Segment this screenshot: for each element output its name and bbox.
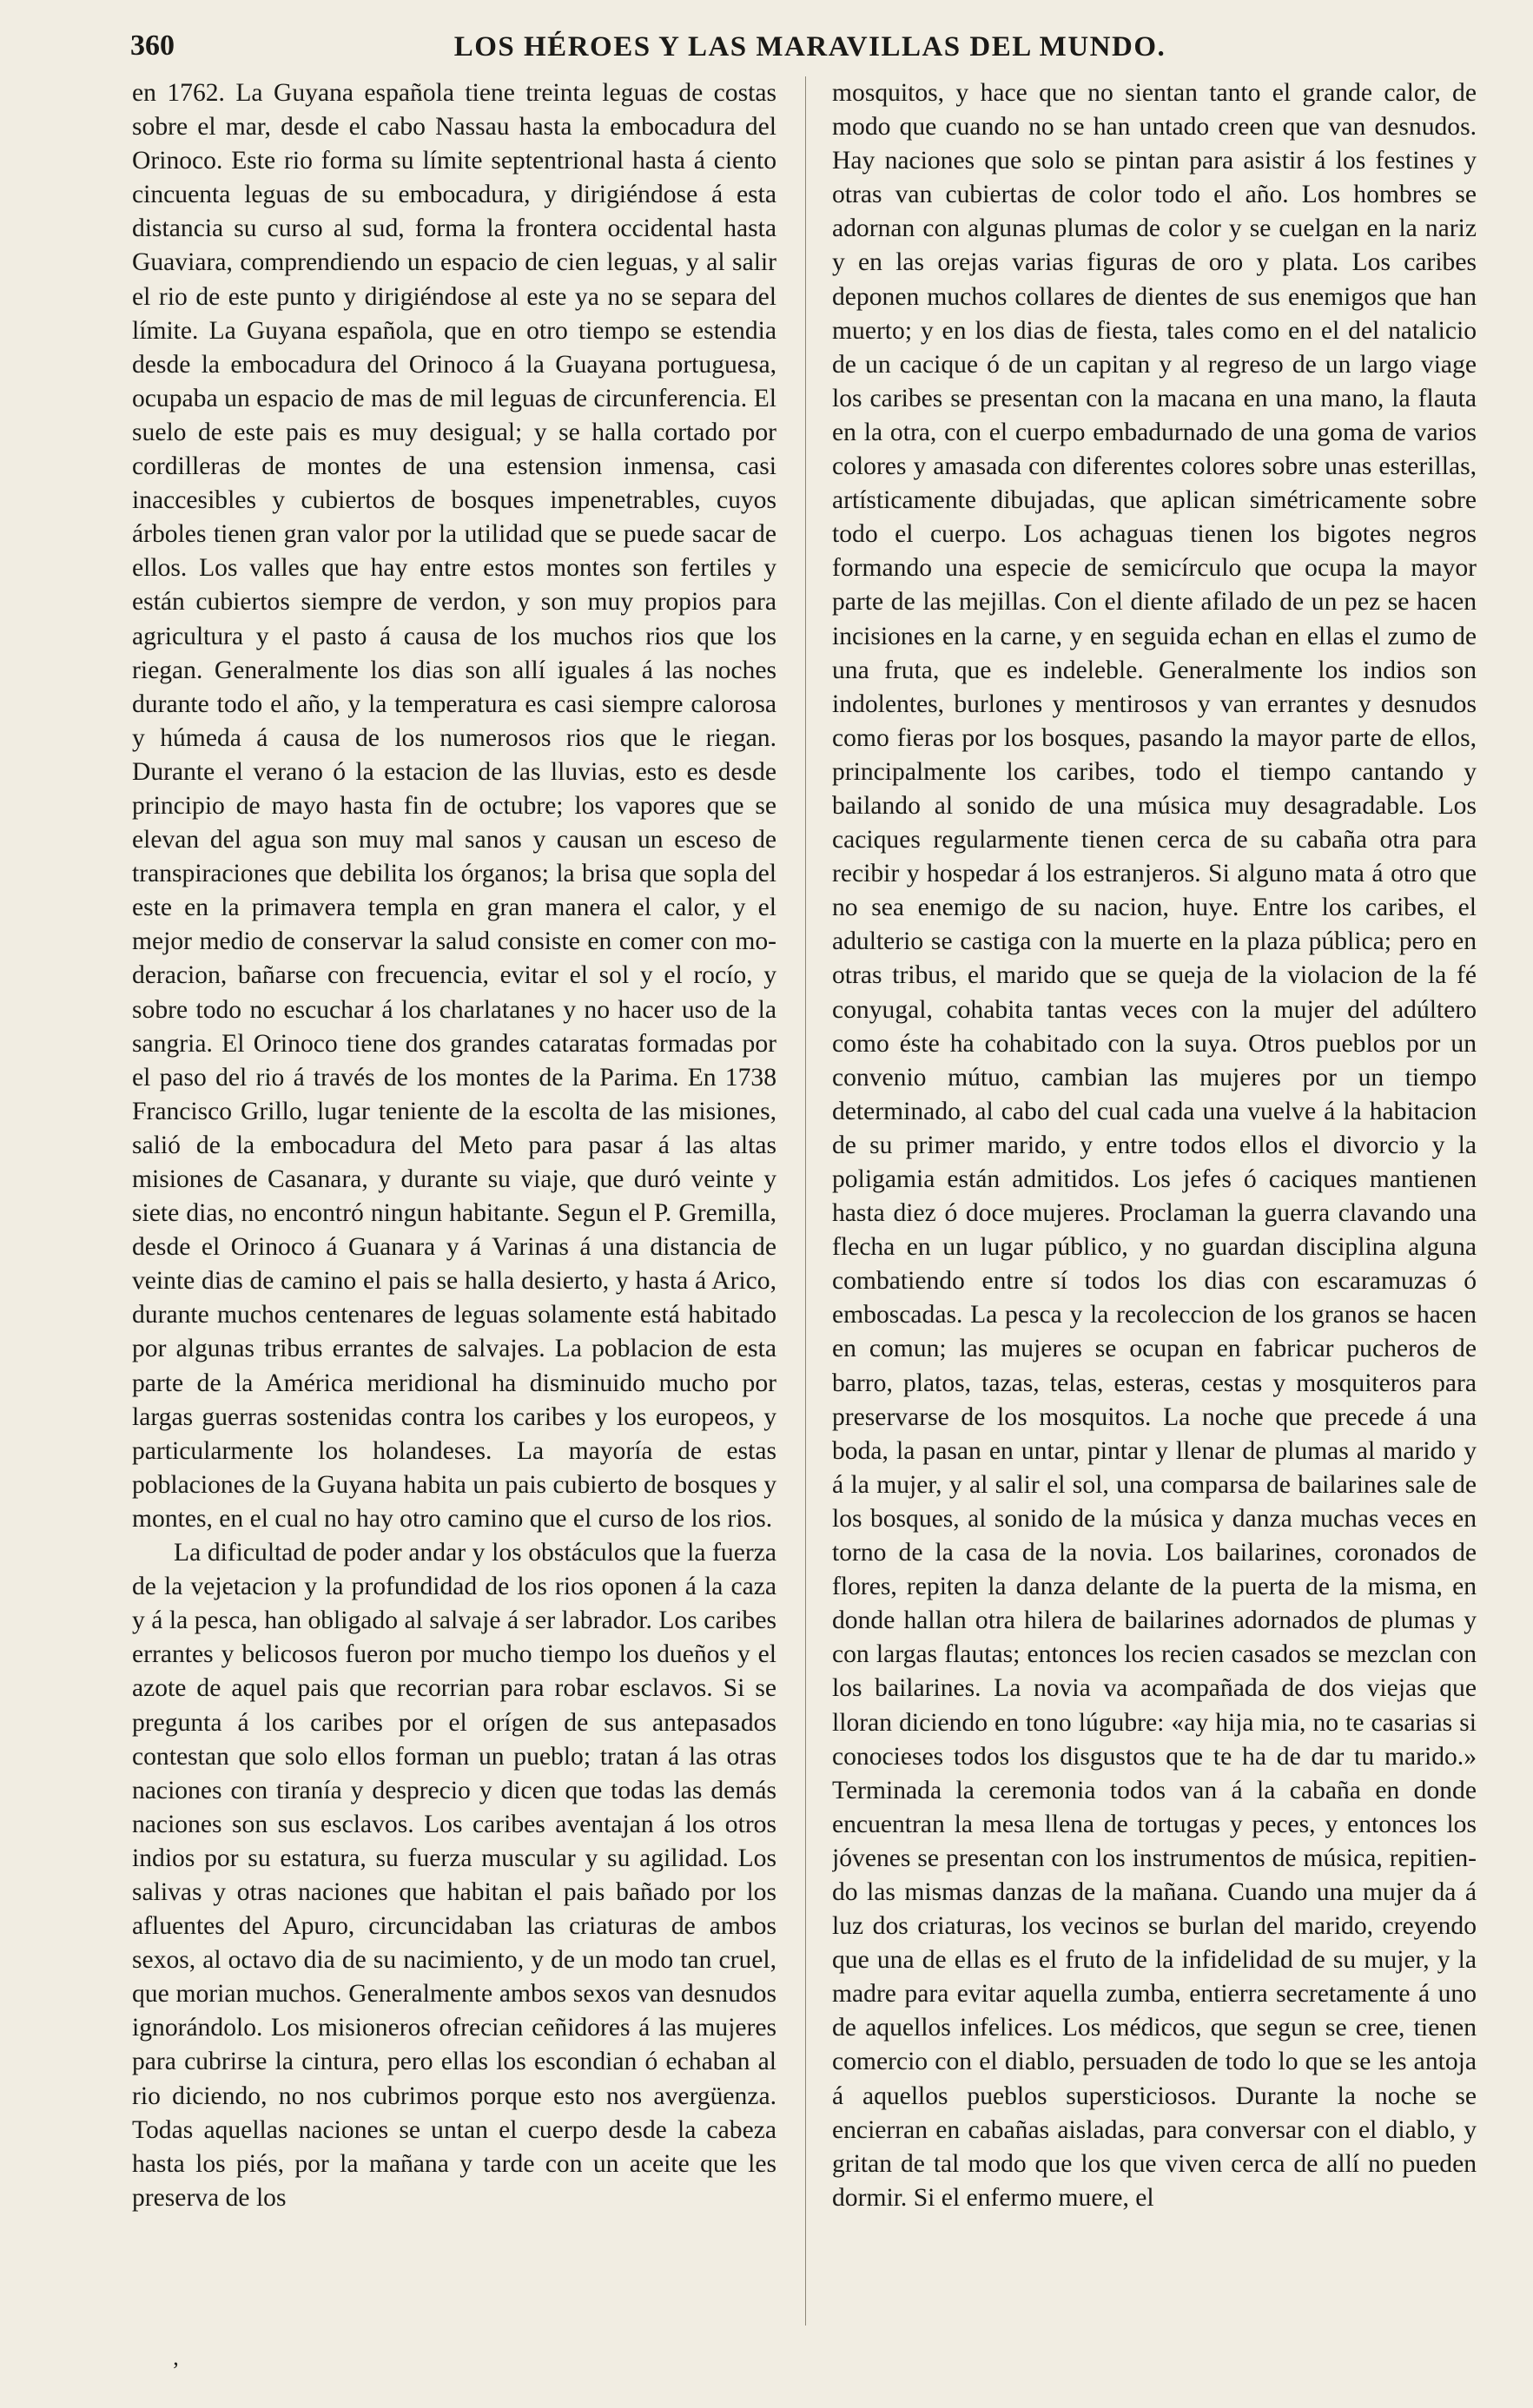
column-divider xyxy=(805,76,806,2326)
left-paragraph-1: en 1762. La Guyana española tiene treinta leguas de costas sobre el mar, desde el cabo Nassau hasta la embocadura del Orinoco. Este rio forma su límite septentrional hasta á ciento cincuenta leguas de su embocadura, y dirigiéndose á esta distancia su curso al sud, forma la frontera occidental hasta Guaviara, comprendiendo un espacio de cien leguas, y al salir el rio de este punto y dirigiéndose al este ya no se separa del límite. La Guyana española, que en otro tiempo se estendia desde la embocadura del Orinoco á la Guayana portuguesa, ocupaba un espacio de mas de mil leguas de circunferencia. El suelo de este pais es muy desigual; y se halla cortado por cordilleras de montes de una estension inmensa, casi inaccesibles y cubiertos de bosques impenetrables, cuyos árboles tienen gran valor por la utilidad que se puede sacar de ellos. Los valles que hay entre estos montes son fertiles y están cubiertos siempre de verdon, y son muy propios para agricultura y el pasto á causa de los muchos rios que los riegan. Generalmente los dias son allí iguales á las noches durante todo el año, y la temperatura es casi siempre calorosa y húmeda á causa de los numerosos rios que le riegan. Durante el verano ó la estacion de las lluvias, esto es desde principio de mayo hasta fin de octubre; los vapores que se elevan del agua son muy mal sanos y causan un esceso de transpiraciones que debilita los órganos; la brisa que sopla del este en la primavera templa en gran manera el calor, y el mejor medio de conservar la salud consiste en comer con moderacion, bañarse con frecuencia, evitar el sol y el rocío, y sobre todo no escuchar á los charlatanes y no hacer uso de la sangria. El Orinoco tiene dos grandes cataratas formadas por el paso del rio á través de los montes de la Parima. En 1738 Francisco Grillo, lugar teniente de la escolta de las misiones, salió de la embocadura del Meto para pasar á las altas misiones de Casanara, y durante su viaje, que duró veinte y siete dias, no encontró ningun habitante. Segun el P. Gremilla, desde el Orinoco á Guanara y á Varinas á una distancia de veinte dias de camino el pais se halla desierto, y hasta á Arico, durante muchos centenares de leguas solamente está habitado por algunas tribus errantes de salvajes. La poblacion de esta parte de la América meridional ha disminuido mucho por largas guerras sostenidas contra los caribes y los europeos, y particularmente los holandeses. La mayoría de estas poblaciones de la Guyana habita un pais cubierto de bosques y montes, en el cual no hay otro camino que el curso de los rios. xyxy=(132,79,776,1533)
right-column xyxy=(832,76,1477,2334)
left-column xyxy=(132,76,776,2334)
right-paragraph-1: mosquitos, y hace que no sientan tanto el grande calor, de modo que cuando no se han untado creen que van desnudos. Hay naciones que solo se pintan para asistir á los festines y otras van cubiertas de color todo el año. Los hombres se adornan con algunas plumas de color y se cuelgan en la nariz y en las orejas varias figuras de oro y plata. Los caribes deponen muchos collares de dientes de sus enemigos que han muerto; y en los dias de fiesta, tales como en el del natalicio de un cacique ó de un capitan y al regreso de un largo viage los caribes se presentan con la macana en una mano, la flauta en la otra, con el cuerpo embadurnado de una goma de varios colores y amasada con diferentes colores sobre unas esterillas, artísticamente dibujadas, que aplican simétricamente sobre todo el cuerpo. Los achaguas tienen los bigotes negros formando una especie de semicírculo que ocupa la mayor parte de las mejillas. Con el diente afilado de un pez se hacen incisiones en la carne, y en seguida echan en ellas el zumo de una fruta, que es indeleble. Generalmente los indios son indolentes, burlones y mentirosos y van errantes y desnudos como fieras por los bosques, pasando la mayor parte de ellos, principalmente los caribes, todo el tiempo cantando y bailando al sonido de una música muy desagradable. Los caciques regularmente tienen cerca de su cabaña otra para recibir y hospedar á los estranjeros. Si alguno mata á otro que no sea enemigo de su nacion, huye. Entre los caribes, el adulterio se castiga con la muerte en la plaza pública; pero en otras tribus, el marido que se queja de la violacion de la fé conyugal, cohabita tantas veces con la mujer del adúltero como éste ha cohabitado con la suya. Otros pueblos por un convenio mútuo, cambian las mujeres por un tiempo determinado, al cabo del cual cada una vuelve á la habitacion de su primer marido, y entre todos ellos el divorcio y la poligamia están admitidos. Los jefes ó caciques mantienen hasta diez ó doce mujeres. Proclaman la guerra clavando una flecha en un lugar público, y no guardan disciplina alguna combatiendo entre sí todos los dias con escaramuzas ó emboscadas. La pesca y la recoleccion de los granos se hacen en comun; las mujeres se ocupan en fabricar pucheros de barro, platos, tazas, telas, esteras, cestas y mosquiteros para preservarse de los mosquitos. La noche que precede á una boda, la pasan en untar, pintar y llenar de plumas al marido y á la mujer, y al salir el sol, una comparsa de bailarines sale de los bosques, al sonido de la música y danza muchas veces en torno de la casa de la novia. Los bailarines, coronados de flores, repiten la danza delante de la puerta de la misma, en donde hallan otra hilera de bailarines adornados de plumas y con largas flautas; entonces los recien casados se mezclan con los bailarines. La novia va acompañada de dos viejas que lloran diciendo en tono lúgubre: «ay hija mia, no te casarias si conocieses todos los disgustos que te ha de dar tu marido.» Terminada la ceremonia todos van á la cabaña en donde encuentran la mesa llena de tortugas y peces, y entonces los jóvenes se presentan con los instrumentos de música, repitiendo las mismas danzas de la mañana. Cuando una mujer da á luz dos criaturas, los vecinos se burlan del marido, creyendo que una de ellas es el fruto de la infidelidad de su mujer, y la madre para evitar aquella zumba, entierra secretamente á uno de aquellos infelices. Los médicos, que segun se cree, tienen comercio con el diablo, persuaden de todo lo que se les antoja á aquellos pueblos supersticiosos. Durante la noche se encierran en cabañas aisladas, para conversar con el diablo, y gritan de tal modo que los que viven cerca de allí no pueden dormir. Si el enfermo muere, el xyxy=(832,79,1477,2212)
running-title: LOS HÉROES Y LAS MARAVILLAS DEL MUNDO. xyxy=(453,31,1166,63)
page-number: 360 xyxy=(130,30,175,62)
left-paragraph-2: La dificultad de poder andar y los obstáculos que la fuerza de la vejetacion y la profundidad de los rios oponen á la caza y á la pesca, han obligado al salvaje á ser labrador. Los caribes errantes y belicosos fueron por mucho tiempo los dueños y el azote de aquel pais que recorrian para robar esclavos. Si se pregunta á los caribes por el orígen de sus antepasados contestan que solo ellos forman un pueblo; tratan á las otras naciones con tiranía y desprecio y dicen que todas las demás naciones son sus esclavos. Los caribes aventajan á los otros indios por su estatura, su fuerza muscular y su agilidad. Los salivas y otras naciones que habitan el pais bañado por los afluentes del Apuro, circuncidaban las criaturas de ambos sexos, al octavo dia de su nacimiento, y de un modo tan cruel, que morian muchos. Generalmente ambos sexos van desnudos ignorándolo. Los misioneros ofrecian ceñidores á las mujeres para cubrirse la cintura, pero ellas los escondian ó echaban al rio diciendo, no nos cubrimos porque esto nos avergüenza. Todas aquellas naciones se untan el cuerpo desde la cabeza hasta los piés, por la mañana y tarde con un aceite que les preserva de los xyxy=(132,1539,776,2212)
page-header xyxy=(130,24,1490,73)
footer-mark: ‚ xyxy=(172,2345,180,2370)
